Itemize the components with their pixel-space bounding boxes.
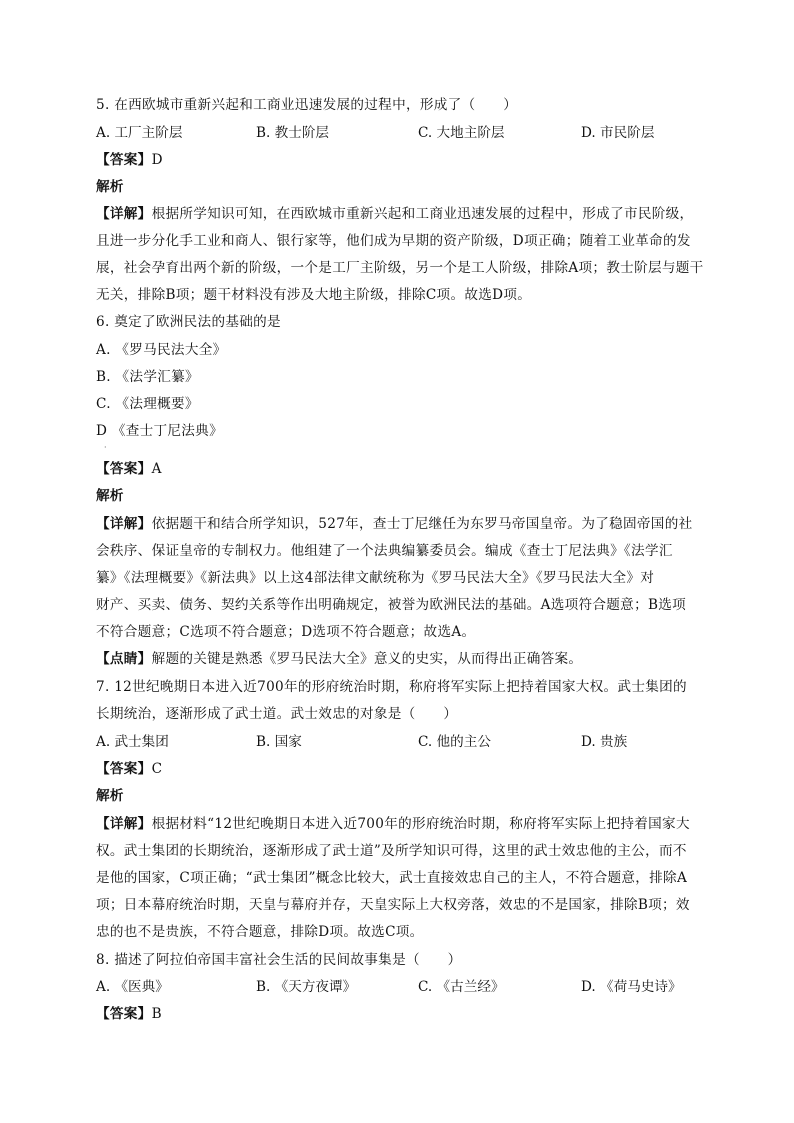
q8-option-d: D. 《荷马史诗》 [581,979,682,995]
q6-option-b: B. 《法学汇纂》 [96,369,199,385]
q7-detail-line-5: 忠的也不是贵族，不符合题意，排除D项。故选C项。 [96,924,424,940]
q6-option-d: D 《查士丁尼法典》 [96,423,223,439]
q6-option-a: A. 《罗马民法大全》 [96,342,227,358]
detail-text: 依据题干和结合所学知识，527年，查士丁尼继任为东罗马帝国皇帝。为了稳固帝国的社 [151,516,693,532]
q5-detail-line-3: 展，社会孕育出两个新的阶级，一个是工厂主阶级，另一个是工人阶级，排除A项；教士阶层与题干 [96,260,704,276]
q6-stem: 6. 奠定了欧洲民法的基础的是 [96,314,281,330]
q8-option-b: B. 《天方夜谭》 [256,979,357,995]
q6-answer [96,460,162,478]
q7-option-a: A. 武士集团 [96,734,169,750]
q5-detail-line-2: 且进一步分化手工业和商人、银行家等，他们成为早期的资产阶级，D项正确；随着工业革命的发 [96,233,691,249]
detail-label: 【详解】 [96,816,152,832]
answer-value: D [151,152,163,168]
q7-detail-line-4: 项；日本幕府统治时期，天皇与幕府并存，天皇实际上大权旁落，效忠的不是国家，排除B项；效 [96,897,690,913]
stray-dot: · [104,443,107,452]
q6-detail-line-4: 财产、买卖、债务、契约关系等作出明确规定，被誉为欧洲民法的基础。A选项符合题意；B选项 [96,597,687,613]
answer-label: 【答案】 [96,461,152,477]
q7-stem-line-2: 长期统治，逐渐形成了武士道。武士效忠的对象是（ ） [96,706,458,722]
q5-option-c: C. 大地主阶层 [418,125,505,141]
q7-option-c: C. 他的主公 [418,734,491,750]
q7-detail-line-3: 是他的国家，C项正确；“武士集团”概念比较大，武士直接效忠自己的主人，不符合题意，排除A [96,870,688,886]
q6-option-c: C. 《法理概要》 [96,396,199,412]
q8-option-a: A. 《医典》 [96,979,169,995]
q8-option-c: C. 《古兰经》 [418,979,505,995]
q5-answer [96,151,163,169]
q7-detail-line-1 [96,815,690,833]
q7-answer [96,760,162,778]
q6-note [96,650,582,668]
answer-label: 【答案】 [96,761,152,777]
q6-analysis-heading: 解析 [96,488,124,504]
q7-analysis-heading: 解析 [96,788,124,804]
q7-option-d: D. 贵族 [581,734,628,750]
q6-detail-line-2: 会秩序、保证皇帝的专制权力。他组建了一个法典编纂委员会。编成《查士丁尼法典》《法学汇 [96,543,673,559]
detail-text: 根据所学知识可知，在西欧城市重新兴起和工商业迅速发展的过程中，形成了市民阶级， [151,206,694,222]
q6-detail-line-5: 不符合题意；C选项不符合题意；D选项不符合题意；故选A。 [96,624,476,640]
answer-label: 【答案】 [96,1006,152,1022]
note-label: 【点睛】 [96,651,152,667]
q6-detail-line-3: 纂》《法理概要》《新法典》以上这4部法律文献统称为《罗马民法大全》《罗马民法大全》对 [96,570,655,586]
answer-value: A [151,461,162,477]
q5-option-b: B. 教士阶层 [256,125,330,141]
q5-detail-line-1 [96,205,693,223]
q7-stem-line-1: 7. 12世纪晚期日本进入近700年的形府统治时期，称府将军实际上把持着国家大权。武士集团的 [96,679,687,695]
detail-label: 【详解】 [96,516,152,532]
answer-value: B [151,1006,162,1022]
note-text: 解题的关键是熟悉《罗马民法大全》意义的史实，从而得出正确答案。 [151,651,583,667]
detail-label: 【详解】 [96,206,152,222]
answer-value: C [151,761,163,777]
q5-detail-line-4: 无关，排除B项；题干材料没有涉及大地主阶级，排除C项。故选D项。 [96,287,532,303]
q5-analysis-heading: 解析 [96,179,124,195]
q8-stem: 8. 描述了阿拉伯帝国丰富社会生活的民间故事集是（ ） [96,952,462,968]
q5-option-a: A. 工厂主阶层 [96,125,183,141]
q7-detail-line-2: 权。武士集团的长期统治，逐渐形成了武士道”及所学知识可得，这里的武士效忠他的主公，而不 [96,843,687,859]
q5-option-d: D. 市民阶层 [581,125,655,141]
q7-option-b: B. 国家 [256,734,302,750]
answer-label: 【答案】 [96,152,152,168]
q5-stem: 5. 在西欧城市重新兴起和工商业迅速发展的过程中，形成了（ ） [96,97,518,113]
q6-detail-line-1 [96,515,693,533]
q8-answer [96,1005,162,1023]
detail-text: 根据材料“12世纪晚期日本进入近700年的形府统治时期，称府将军实际上把持着国家大 [151,816,690,832]
